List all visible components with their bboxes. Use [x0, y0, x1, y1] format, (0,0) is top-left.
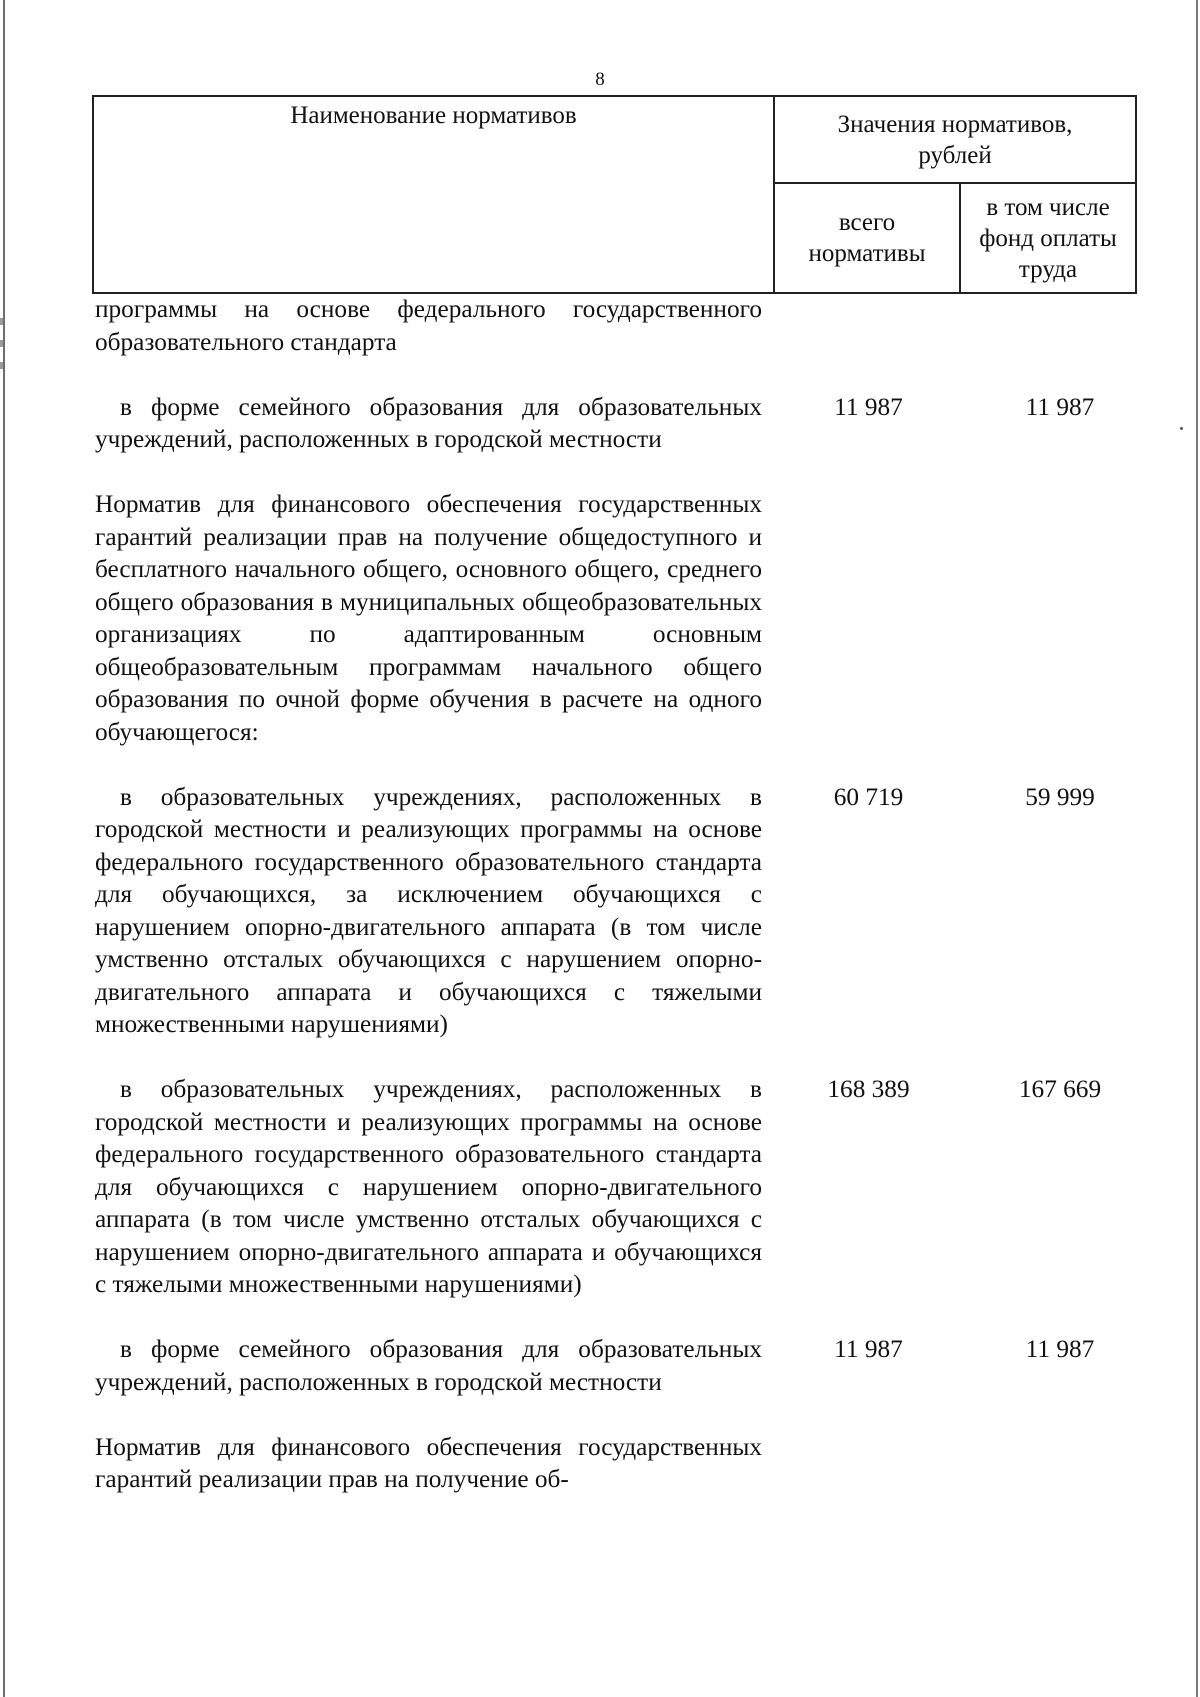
scan-speck [1180, 427, 1183, 430]
row-total: 11 987 [834, 1335, 903, 1363]
column-header-wage-fund [960, 183, 1136, 293]
row-total: 168 389 [827, 1075, 910, 1103]
row-text: Норматив для финансового обеспечения государственных гарантий реализации прав на получение об- [95, 1432, 762, 1493]
scan-mark [0, 318, 3, 325]
table-row [95, 781, 1145, 1041]
scan-mark [0, 362, 3, 369]
column-header-wage-line: фонд оплаты [979, 224, 1117, 252]
row-text: программы на основе федерального государственного образовательного стандарта [95, 295, 762, 356]
row-total: 60 719 [833, 782, 904, 811]
column-header-values [774, 96, 1136, 183]
row-wage-fund: 11 987 [1025, 1335, 1095, 1363]
column-header-wage-line: в том числе [986, 193, 1110, 221]
table-row [95, 293, 1145, 358]
row-wage-fund: 59 999 [1025, 782, 1095, 811]
row-text: в образовательных учреждениях, расположенных в городской местности и реализующих программы на основе федерального государственного образовательного стандарта для обучающихся, за исключением обучающихся с нарушением опорно-двигательного аппарата (в том числе умственно отсталых обучающихся с нарушением опорно-двигательного аппарата и обучающихся с тяжелыми множественными нарушениями) [95, 782, 762, 1038]
column-header-name-text: Наименование нормативов [290, 102, 577, 129]
column-header-total [774, 183, 960, 293]
scan-edge-right [1196, 0, 1198, 1697]
row-text: Норматив для финансового обеспечения государственных гарантий реализации прав на получение общедоступного и бесплатного начального общего, основного общего, среднего общего образования в муниципальных общеобразовательных организациях по адаптированным основным общеобразовательным программам начального общего образования по очной форме обучения в расчете на одного обучающегося: [95, 490, 762, 746]
column-header-values-line: рублей [918, 141, 992, 169]
scan-mark [0, 340, 3, 347]
row-total: 11 987 [834, 392, 903, 421]
column-header-total-line: всего [838, 209, 896, 236]
column-header-total-line: нормативы [808, 240, 926, 267]
page-number: 8 [595, 69, 605, 90]
column-header-name [93, 96, 774, 293]
table-body [95, 293, 1145, 1496]
scan-edge-left [3, 0, 5, 1697]
row-wage-fund: 11 987 [1025, 392, 1095, 421]
table-row [95, 1073, 1145, 1301]
table-row [95, 1431, 1145, 1496]
row-text: в образовательных учреждениях, расположенных в городской местности и реализующих программы на основе федерального государственного образовательного стандарта для обучающихся с нарушением опорно-двигательного аппарата (в том числе умственно отсталых обучающихся с нарушением опорно-двигательного аппарата и обучающихся с тяжелыми множественными нарушениями) [95, 1075, 762, 1298]
row-text: в форме семейного образования для образовательных учреждений, расположенных в городской местности [95, 392, 762, 453]
table-row [95, 391, 1145, 456]
table-header [92, 95, 1137, 294]
column-header-values-line: Значения нормативов, [837, 110, 1073, 138]
row-text: в форме семейного образования для образовательных учреждений, расположенных в городской местности [95, 1335, 762, 1396]
column-header-wage-line: труда [1018, 255, 1078, 283]
table-row [95, 488, 1145, 748]
table-row [95, 1333, 1145, 1398]
row-wage-fund: 167 669 [1018, 1075, 1102, 1103]
